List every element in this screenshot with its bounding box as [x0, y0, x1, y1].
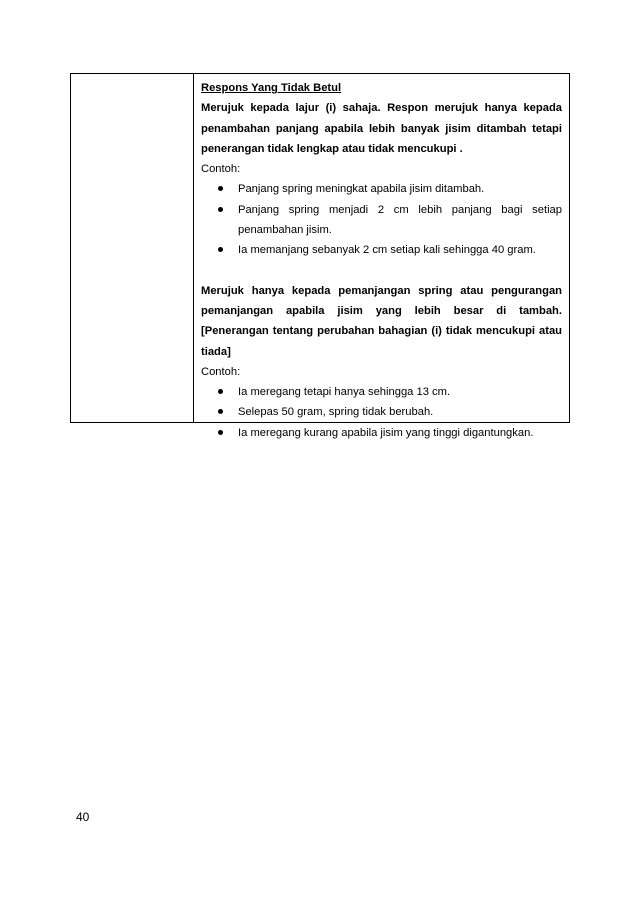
bullet-icon — [218, 207, 223, 212]
rubric-cell — [201, 78, 562, 443]
list-item: Panjang spring meningkat apabila jisim ditambah. — [201, 179, 562, 199]
spacer — [201, 261, 562, 281]
bullet-icon — [218, 389, 223, 394]
list-item: Ia memanjang sebanyak 2 cm setiap kali sehingga 40 gram. — [201, 240, 562, 260]
list-item: Ia meregang tetapi hanya sehingga 13 cm. — [201, 382, 562, 402]
bullet-icon — [218, 409, 223, 414]
bullet-icon — [218, 186, 223, 191]
list-item: Ia meregang kurang apabila jisim yang tinggi digantungkan. — [201, 423, 562, 443]
rubric-table — [70, 73, 570, 439]
list-item: Selepas 50 gram, spring tidak berubah. — [201, 402, 562, 422]
section-heading: Respons Yang Tidak Betul — [201, 82, 342, 94]
bullet-icon — [218, 247, 223, 252]
example-label-2: Contoh: — [201, 365, 241, 378]
criteria-paragraph-1: Merujuk kepada lajur (i) sahaja. Respon merujuk hanya kepada penambahan panjang apabila lebih banyak jisim ditambah tetapi penerangan tidak lengkap atau tidak mencukupi . — [201, 102, 562, 155]
page-number: 40 — [76, 810, 90, 824]
example-list-2 — [201, 382, 562, 443]
list-item: Panjang spring menjadi 2 cm lebih panjang bagi setiap penambahan jisim. — [201, 200, 562, 241]
example-label-1: Contoh: — [201, 163, 241, 176]
example-list-1 — [201, 179, 562, 260]
criteria-paragraph-2: Merujuk hanya kepada pemanjangan spring atau pengurangan pemanjangan apabila jisim yang lebih besar di tambah. [Penerangan tentang perubahan bahagian (i) tidak mencukupi atau tiada] — [201, 284, 562, 358]
bullet-icon — [218, 430, 223, 435]
column-divider — [193, 74, 194, 422]
